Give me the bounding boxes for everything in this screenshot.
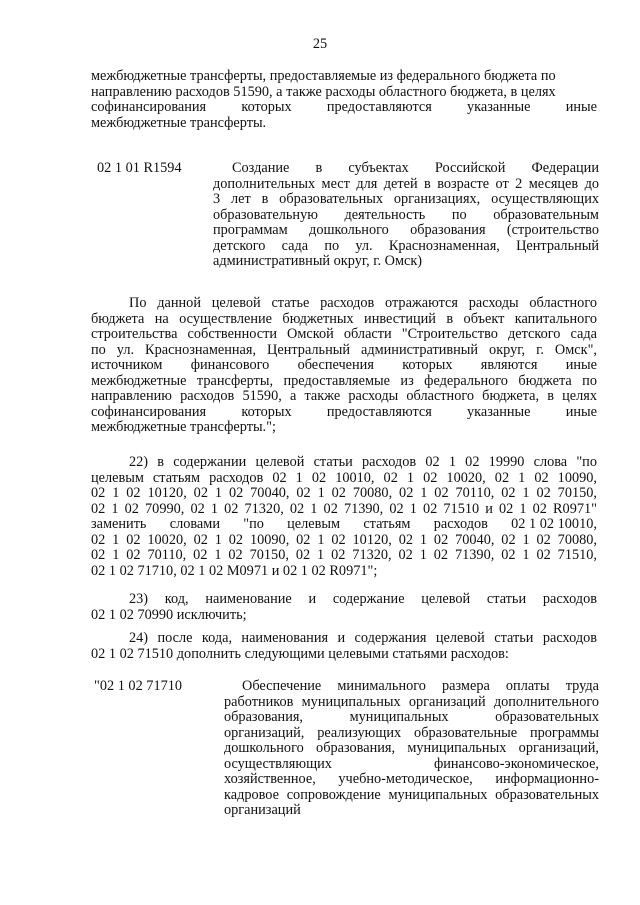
line-text: межбюджетные трансферты.";: [91, 419, 276, 435]
word: которых: [241, 99, 292, 115]
text-line: [91, 502, 597, 518]
text-line: [224, 772, 599, 788]
line-text: По данной целевой статье расходов отражаются расходы областного: [129, 295, 597, 311]
line-text: 02 1 02 71510 дополнить следующими целевыми статьями расходов:: [91, 645, 509, 662]
word: учебно-методическое,: [338, 771, 473, 787]
word: хозяйственное,: [224, 771, 316, 787]
text-line: [213, 254, 599, 270]
word: указанные: [467, 99, 531, 115]
line-text: 3 лет в образовательных организациях, осуществляющих: [213, 191, 599, 207]
word: образовательным: [493, 206, 599, 223]
line-text: 02 1 02 10120, 02 1 02 70040, 02 1 02 70080, 02 1 02 70110, 02 1 02 70150,: [91, 485, 597, 501]
word: иные: [565, 403, 597, 420]
line-text: бюджета на осуществление бюджетных инвестиций в объект капитального: [91, 310, 597, 327]
line-text: межбюджетные трансферты, предоставляемые из федерального бюджета по: [91, 372, 597, 389]
word: муниципальных: [349, 709, 449, 725]
word: предоставляются: [326, 99, 432, 115]
text-line: межбюджетные трансферты.: [91, 114, 267, 131]
word: образовательную: [213, 206, 318, 223]
line-text: 02 1 02 70110, 02 1 02 70150, 02 1 02 71320, 02 1 02 71390, 02 1 02 71510,: [91, 547, 597, 563]
line-text: организаций: [224, 802, 301, 818]
line-text: 02 1 02 70990 исключить;: [91, 606, 247, 623]
word: в: [315, 160, 323, 176]
text-line: [213, 208, 599, 224]
word: финансового: [190, 357, 270, 373]
line-text: 02 1 02 70990, 02 1 02 71320, 02 1 02 71390, 02 1 02 71510 и 02 1 02 R0971": [91, 500, 597, 517]
word: являются: [480, 357, 538, 373]
text-line: [91, 358, 597, 374]
text-line: [213, 177, 599, 193]
text-line: [213, 239, 599, 255]
text-line: [224, 695, 599, 711]
line-text: 24) после кода, наименования и содержания целевой статьи расходов: [129, 630, 597, 646]
word: которых: [241, 403, 292, 420]
line-text: детского сада по ул. Краснознаменная, Центральный: [213, 237, 599, 254]
word: обеспечения: [297, 357, 374, 373]
text-line: [224, 788, 599, 804]
word: финансово-экономическое,: [433, 755, 599, 772]
word: субъектах: [348, 160, 409, 176]
word: иные: [565, 357, 597, 373]
text-line: межбюджетные трансферты, предоставляемые из федерального бюджета по: [91, 68, 556, 84]
text-line: [224, 710, 599, 726]
intro-paragraph: [91, 69, 597, 131]
word: источником: [91, 357, 163, 373]
word: статьям: [363, 516, 411, 532]
word: образовательных: [495, 709, 599, 725]
text-line: [91, 533, 597, 549]
line-text: 02 1 02 71710, 02 1 02 M0971 и 02 1 02 R0971";: [91, 562, 378, 579]
word: софинансирования: [91, 99, 207, 115]
paragraph-description: [91, 296, 597, 436]
line-text: кадровое сопровождение муниципальных образовательных: [224, 786, 599, 803]
text-line: [224, 679, 599, 695]
text-line: [91, 100, 597, 116]
word: деятельность: [344, 206, 426, 223]
word: информационно-: [495, 771, 599, 787]
line-text: административный округ, г. Омск): [213, 253, 423, 269]
text-line: [91, 548, 597, 564]
word: "по: [243, 516, 264, 532]
target-article-code: 02 1 01 R1594: [97, 160, 182, 176]
text-line: [213, 161, 599, 177]
word: Создание: [232, 160, 290, 176]
text-line: направлению расходов 51590, а также расходы областного бюджета, в целях: [91, 83, 556, 100]
line-text: 02 1 02 10020, 02 1 02 10090, 02 1 02 10120, 02 1 02 70040, 02 1 02 70080,: [91, 531, 597, 548]
word: осуществляющих: [224, 755, 332, 772]
word: Российской: [434, 160, 506, 176]
item-22: [91, 455, 597, 579]
text-line: [224, 726, 599, 742]
text-line: [213, 223, 599, 239]
word: предоставляются: [326, 403, 432, 420]
word: расходов: [433, 516, 488, 532]
line-text: работников муниципальных организаций дополнительного: [224, 693, 599, 710]
text-line: [91, 631, 597, 647]
text-line: [91, 296, 597, 312]
word: софинансирования: [91, 403, 207, 420]
text-line: [213, 192, 599, 208]
word: по: [451, 206, 467, 223]
text-line: [91, 592, 597, 608]
word: образования,: [224, 709, 303, 725]
text-line: [91, 312, 597, 328]
word: заменить: [91, 516, 147, 532]
word: указанные: [467, 403, 531, 420]
line-text: строительства собственности Омской области "Строительство детского сада: [91, 326, 597, 342]
text-line: [224, 803, 599, 819]
line-text: по ул. Краснознаменная, Центральный административный округ, г. Омск",: [91, 341, 597, 358]
line-text: Обеспечение минимального размера оплаты труда: [242, 678, 599, 694]
item-24: [91, 631, 597, 662]
line-text: программам дошкольного образования (строительство: [213, 222, 599, 238]
line-text: дошкольного образования, муниципальных организаций,: [224, 740, 599, 756]
item-23: [91, 592, 597, 623]
text-line: [91, 608, 597, 624]
line-text: целевым статьям расходов 02 1 02 10010, 02 1 02 10020, 02 1 02 10090,: [91, 469, 597, 486]
page-number: 25: [312, 36, 328, 52]
target-article-description: [213, 161, 599, 270]
line-text: дополнительных мест для детей в возрасте от 2 месяцев до: [213, 175, 599, 192]
word: 02 1 02 10010,: [511, 516, 597, 532]
word: Федерации: [531, 160, 599, 176]
target-article-description: [224, 679, 599, 819]
line-text: направлению расходов 51590, а также расходы областного бюджета, в целях: [91, 388, 597, 404]
text-line: [224, 757, 599, 773]
line-text: организаций, реализующих образовательные программы: [224, 724, 599, 741]
word: словами: [169, 516, 220, 532]
text-line: [91, 471, 597, 487]
text-line: [91, 486, 597, 502]
text-line: [91, 564, 597, 580]
word: целевым: [287, 516, 341, 532]
text-line: [91, 374, 597, 390]
text-line: [91, 420, 597, 436]
line-text: 23) код, наименование и содержание целевой статьи расходов: [129, 591, 597, 607]
text-line: [91, 343, 597, 359]
line-text: 22) в содержании целевой статьи расходов 02 1 02 19990 слова "по: [129, 454, 597, 470]
text-line: [91, 517, 597, 533]
text-line: [91, 647, 597, 663]
text-line: [91, 327, 597, 343]
text-line: [91, 405, 597, 421]
text-line: [91, 389, 597, 405]
word: иные: [565, 99, 597, 115]
target-article-code: "02 1 02 71710: [94, 678, 183, 694]
text-line: [224, 741, 599, 757]
word: которых: [402, 357, 453, 373]
text-line: [91, 455, 597, 471]
